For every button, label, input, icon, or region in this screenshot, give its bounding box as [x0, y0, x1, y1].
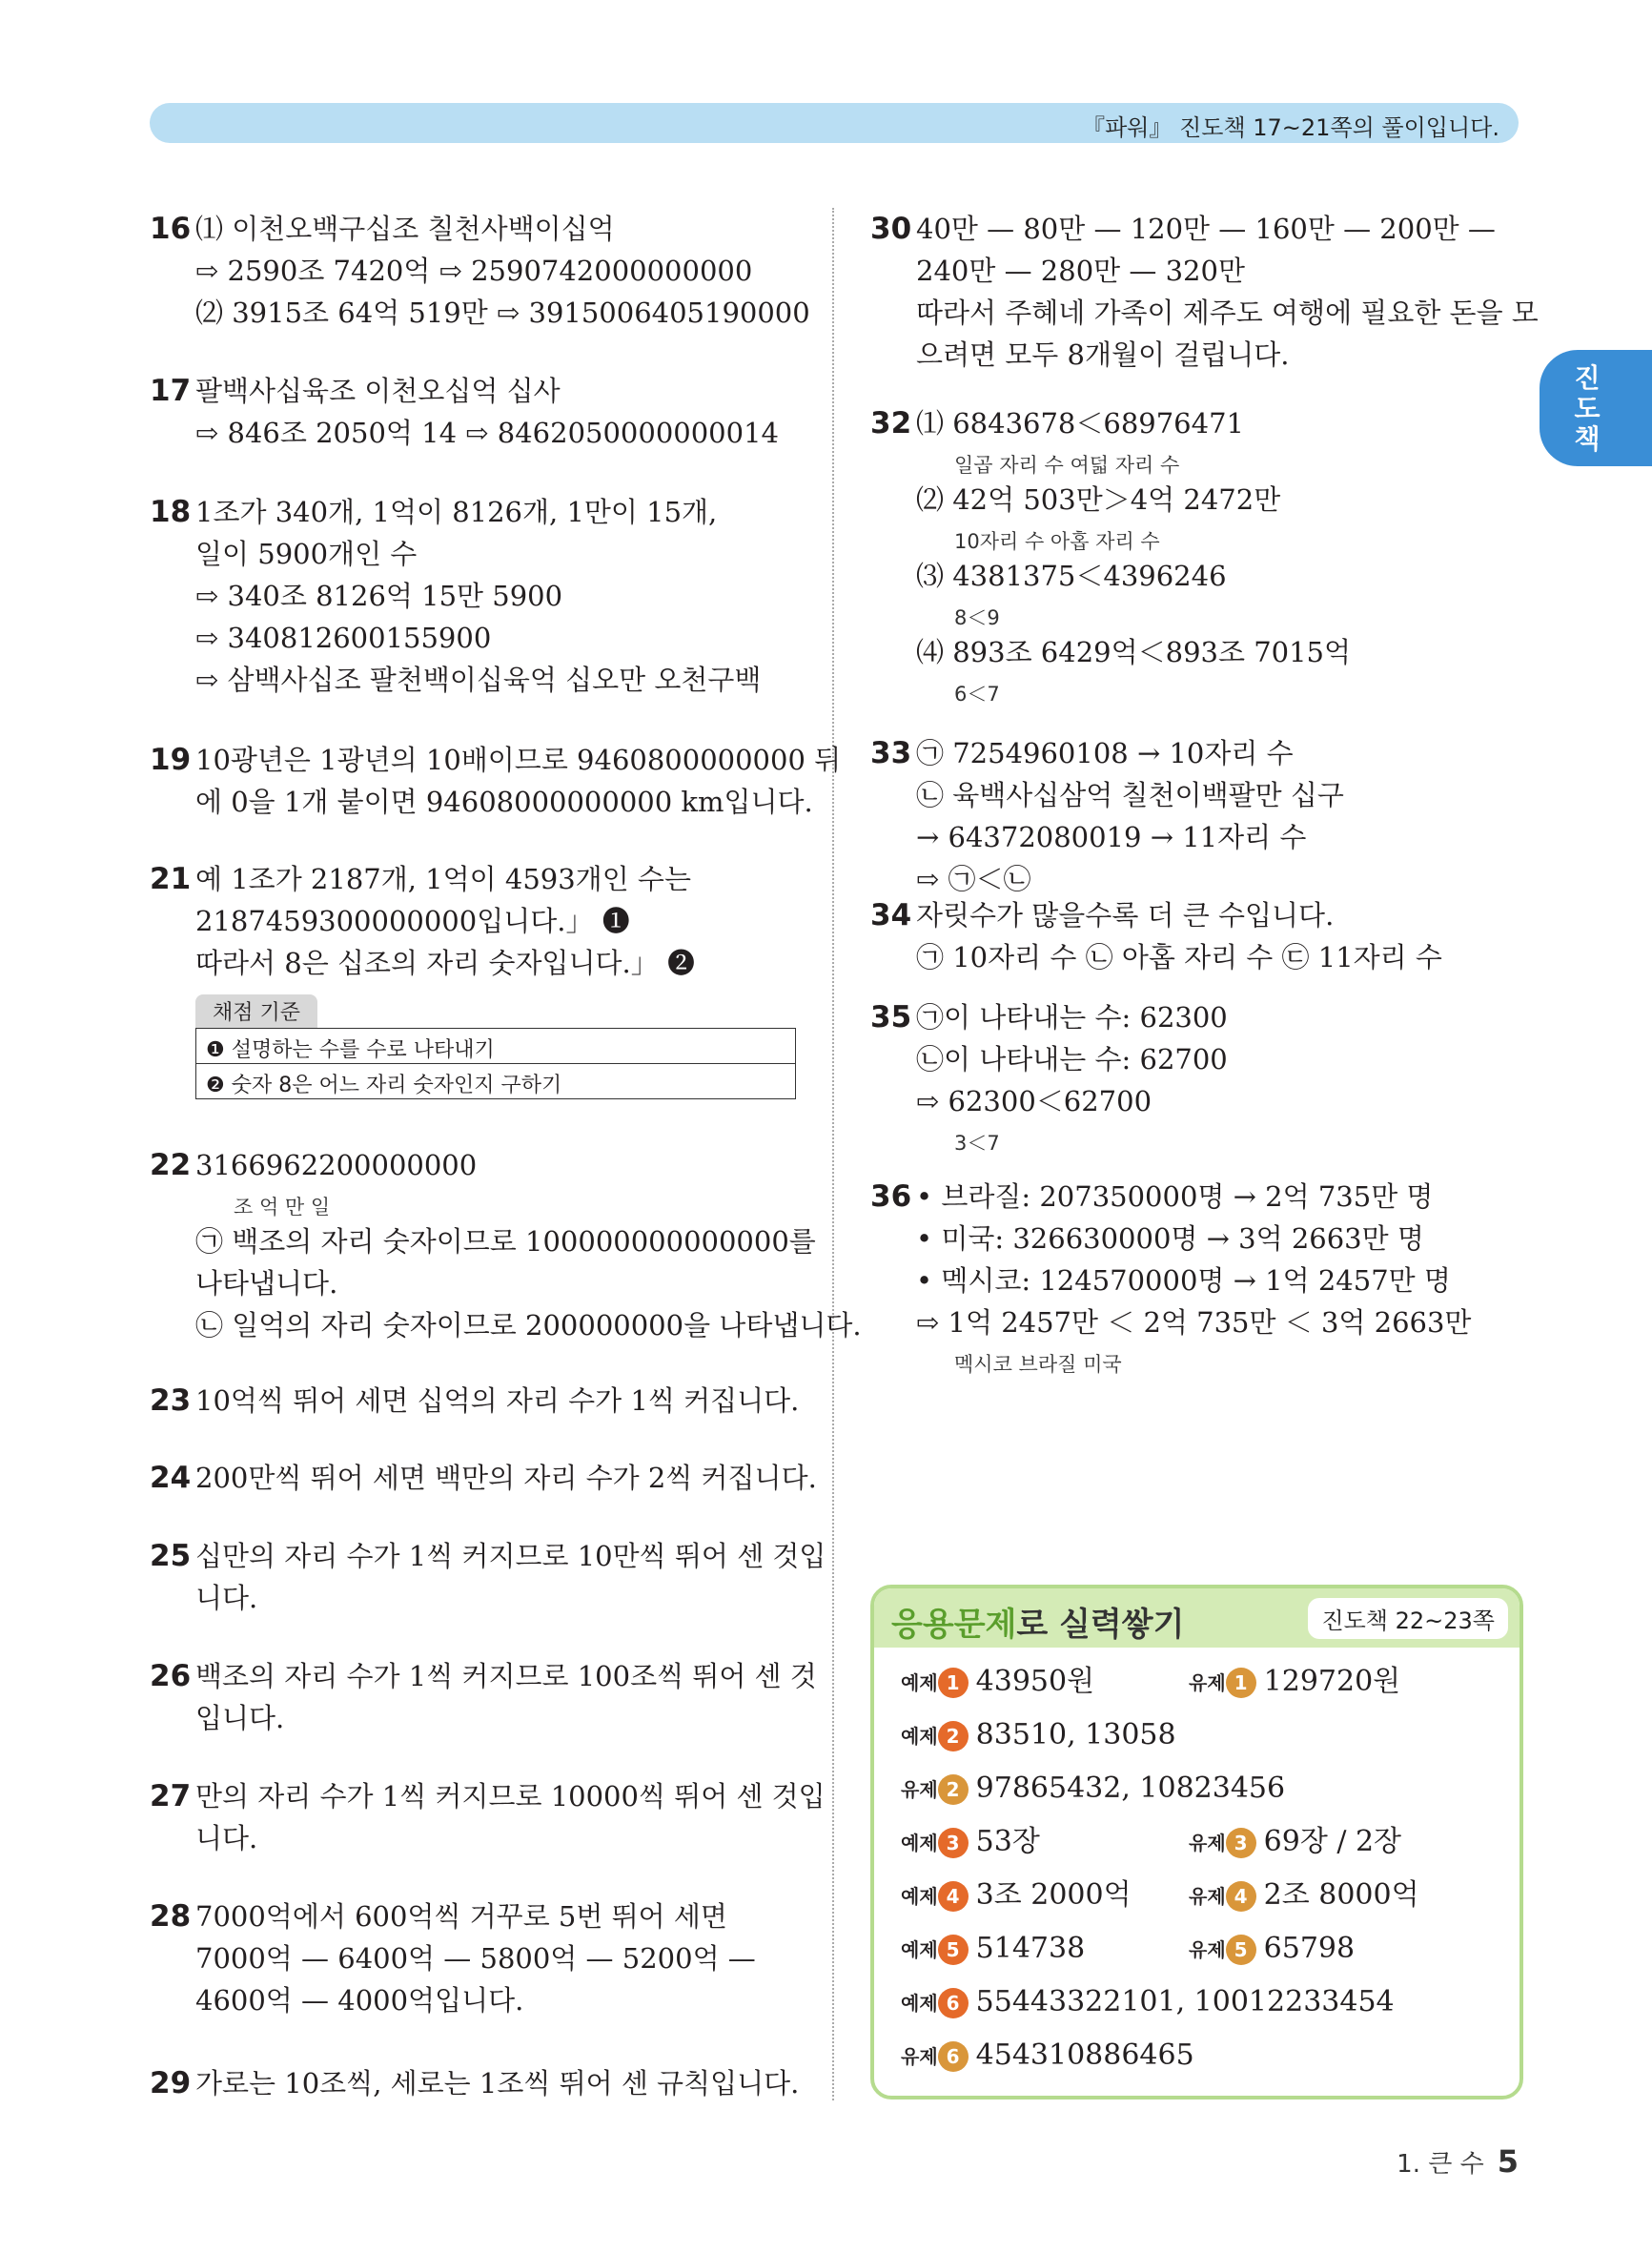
problem-number: 34 — [870, 898, 912, 932]
solution-line: 3＜7 — [954, 1132, 1000, 1155]
solution-line: 따라서 8은 십조의 자리 숫자입니다.」 ❷ — [195, 947, 695, 979]
solution-line: ⑶ 4381375＜4396246 — [916, 560, 1227, 592]
problem-number: 36 — [870, 1179, 912, 1214]
answer-type-label: 예제 — [901, 1832, 938, 1854]
answer-type-label: 유제 — [1189, 1671, 1226, 1694]
criteria-row: ❶ 설명하는 수를 수로 나타내기 — [195, 1028, 796, 1064]
answer-number-badge: 3 — [1226, 1828, 1256, 1858]
answer-value: 129720원 — [1263, 1665, 1401, 1698]
answer-number-badge: 4 — [938, 1881, 969, 1912]
answer-item — [901, 1930, 1085, 1969]
solution-line: ㉡ 일억의 자리 숫자이므로 200000000을 나타냅니다. — [195, 1309, 862, 1342]
answer-item — [901, 2037, 1194, 2076]
applied-problems-box — [870, 1585, 1523, 2099]
solution-line: ⇨ 1억 2457만 ＜ 2억 735만 ＜ 3억 2663만 — [916, 1306, 1472, 1339]
solution-line: 일곱 자리 수 여덟 자리 수 — [954, 454, 1180, 477]
solution-line: ㉡이 나타내는 수: 62700 — [916, 1043, 1228, 1075]
answer-type-label: 예제 — [901, 1671, 938, 1694]
answer-number-badge: 5 — [1226, 1935, 1256, 1965]
answer-type-label: 유제 — [1189, 1938, 1226, 1961]
problem-body — [195, 1380, 799, 1422]
solution-line: 10광년은 1광년의 10배이므로 9460800000000 뒤 — [195, 744, 842, 776]
solution-line: ⇨ 340812600155900 — [195, 622, 492, 654]
solution-line: 멕시코 브라질 미국 — [954, 1353, 1122, 1376]
problem-body — [195, 1655, 817, 1739]
problem-body — [195, 739, 841, 823]
solution-line: ㉠이 나타내는 수: 62300 — [916, 1001, 1228, 1034]
problem-number: 27 — [150, 1779, 192, 1813]
problem-body — [916, 208, 1539, 376]
answer-type-label: 유제 — [901, 2045, 938, 2068]
solution-line: 10억씩 뛰어 세면 십억의 자리 수가 1씩 커집니다. — [195, 1384, 800, 1417]
answer-item — [901, 1876, 1132, 1915]
page-number: 5 — [1497, 2143, 1519, 2180]
solution-line: ⑵ 3915조 64억 519만 ⇨ 3915006405190000 — [195, 297, 810, 329]
answer-item — [901, 1983, 1395, 2022]
solution-line: 나타냅니다. — [195, 1267, 338, 1300]
problem-number: 28 — [150, 1899, 192, 1934]
problem-number: 19 — [150, 743, 192, 777]
chapter-label: 1. 큰 수 — [1397, 2150, 1484, 2179]
answer-value: 514738 — [975, 1932, 1086, 1965]
problem-body — [916, 996, 1228, 1157]
header-text: 『파워』 진도책 17~21쪽의 풀이입니다. — [1082, 114, 1499, 141]
problem-body — [916, 1176, 1471, 1378]
answer-number-badge: 1 — [1226, 1668, 1256, 1698]
solution-line: 2187459300000000입니다.」 ❶ — [195, 905, 630, 937]
problem-number: 17 — [150, 374, 192, 408]
answer-value: 2조 8000억 — [1263, 1878, 1419, 1912]
solution-line: 조 억 만 일 — [234, 1196, 331, 1219]
problem-number: 24 — [150, 1461, 192, 1495]
problem-body — [195, 1895, 756, 2021]
solution-line: 7000억 — 6400억 — 5800억 — 5200억 — — [195, 1942, 756, 1975]
solution-line: 200만씩 뛰어 세면 백만의 자리 수가 2씩 커집니다. — [195, 1462, 817, 1494]
solution-line: 7000억에서 600억씩 거꾸로 5번 뛰어 세면 — [195, 1900, 727, 1933]
solution-line: ㉠ 7254960108 → 10자리 수 — [916, 737, 1294, 769]
problem-body — [195, 370, 779, 454]
answer-item — [901, 1823, 1040, 1862]
criteria-title: 채점 기준 — [195, 994, 317, 1028]
page-footer — [1397, 2143, 1519, 2180]
solution-line: 8＜9 — [954, 606, 1000, 629]
answer-value: 69장 / 2장 — [1263, 1825, 1402, 1858]
problem-number: 33 — [870, 736, 912, 770]
solution-line: 6＜7 — [954, 683, 1000, 706]
answer-number-badge: 6 — [938, 2041, 969, 2072]
answer-item — [901, 1770, 1285, 1809]
answer-value: 83510, 13058 — [975, 1718, 1176, 1751]
answer-value: 97865432, 10823456 — [975, 1772, 1286, 1805]
solution-line: ⇨ 삼백사십조 팔천백이십육억 십오만 오천구백 — [195, 664, 762, 696]
answer-type-label: 예제 — [901, 1992, 938, 2015]
problem-body — [916, 402, 1351, 707]
solution-line: 에 0을 1개 붙이면 94608000000000 km입니다. — [195, 786, 813, 818]
solution-line: 니다. — [195, 1582, 258, 1614]
problem-number: 22 — [150, 1148, 192, 1182]
solution-line: 240만 — 280만 — 320만 — [916, 255, 1245, 287]
answer-type-label: 유제 — [1189, 1832, 1226, 1854]
solution-line: ⑴ 6843678＜68976471 — [916, 407, 1244, 440]
solution-line: • 브라질: 207350000명 → 2억 735만 명 — [916, 1180, 1434, 1213]
solution-line: ㉠ 10자리 수 ㉡ 아홉 자리 수 ㉢ 11자리 수 — [916, 941, 1442, 973]
answer-type-label: 예제 — [901, 1938, 938, 1961]
problem-body — [195, 2062, 799, 2104]
solution-line: → 64372080019 → 11자리 수 — [916, 821, 1307, 853]
solution-line: ⇨ 340조 8126억 15만 5900 — [195, 580, 563, 612]
solution-line: 3166962200000000 — [195, 1149, 478, 1181]
problem-body — [916, 894, 1442, 978]
answer-type-label: 예제 — [901, 1885, 938, 1908]
solution-line: ⑴ 이천오백구십조 칠천사백이십억 — [195, 213, 615, 245]
solution-line: 1조가 340개, 1억이 8126개, 1만이 15개, — [195, 496, 718, 528]
answer-value: 53장 — [975, 1825, 1040, 1858]
problem-number: 23 — [150, 1383, 192, 1418]
solution-line: 팔백사십육조 이천오십억 십사 — [195, 375, 561, 407]
problem-body — [195, 491, 761, 701]
answer-item — [1189, 1663, 1400, 1702]
answer-item — [901, 1663, 1094, 1702]
answer-type-label: 유제 — [1189, 1885, 1226, 1908]
problem-number: 32 — [870, 406, 912, 440]
solution-line: 백조의 자리 수가 1씩 커지므로 100조씩 뛰어 센 것 — [195, 1660, 817, 1692]
solution-line: 만의 자리 수가 1씩 커지므로 10000씩 뛰어 센 것입 — [195, 1780, 826, 1813]
problem-body — [195, 1535, 826, 1619]
answer-number-badge: 1 — [938, 1668, 969, 1698]
answer-number-badge: 2 — [938, 1721, 969, 1751]
solution-line: 입니다. — [195, 1702, 285, 1734]
problem-body — [916, 732, 1344, 900]
answer-value: 3조 2000억 — [975, 1878, 1132, 1912]
problem-body — [195, 1144, 862, 1346]
answer-type-label: 유제 — [901, 1778, 938, 1801]
solution-line: ㉡ 육백사십삼억 칠천이백팔만 십구 — [916, 779, 1344, 811]
box-header — [874, 1588, 1519, 1648]
answer-number-badge: 5 — [938, 1935, 969, 1965]
side-tab — [1540, 350, 1652, 466]
side-tab-label: 진도책 — [1574, 362, 1601, 455]
problem-number: 29 — [150, 2066, 192, 2100]
answer-type-label: 예제 — [901, 1725, 938, 1748]
grading-criteria — [195, 994, 796, 1099]
solution-line: 40만 — 80만 — 120만 — 160만 — 200만 — — [916, 213, 1496, 245]
solution-line: ⇨ ㉠＜㉡ — [916, 863, 1031, 895]
answer-number-badge: 3 — [938, 1828, 969, 1858]
problem-number: 25 — [150, 1539, 192, 1573]
criteria-row: ❷ 숫자 8은 어느 자리 숫자인지 구하기 — [195, 1064, 796, 1099]
solution-line: ⇨ 846조 2050억 14 ⇨ 8462050000000014 — [195, 417, 779, 449]
solution-line: • 멕시코: 124570000명 → 1억 2457만 명 — [916, 1264, 1451, 1297]
problem-body — [195, 858, 695, 984]
answer-number-badge: 2 — [938, 1774, 969, 1805]
box-reference: 진도책 22~23쪽 — [1308, 1598, 1508, 1639]
solution-line: 자릿수가 많을수록 더 큰 수입니다. — [916, 899, 1335, 932]
problem-body — [195, 1457, 817, 1499]
box-title: 응용문제로 실력쌓기 — [891, 1606, 1185, 1644]
solution-line: 예 1조가 2187개, 1억이 4593개인 수는 — [195, 863, 691, 895]
problem-number: 21 — [150, 862, 192, 896]
problem-body — [195, 208, 810, 334]
answer-item — [1189, 1876, 1419, 1915]
solution-line: ⑷ 893조 6429억＜893조 7015억 — [916, 636, 1352, 668]
answer-value: 65798 — [1263, 1932, 1356, 1965]
solution-line: ⇨ 62300＜62700 — [916, 1085, 1152, 1117]
problem-number: 30 — [870, 212, 912, 246]
solution-line: 10자리 수 아홉 자리 수 — [954, 530, 1160, 553]
solution-line: • 미국: 326630000명 → 3억 2663만 명 — [916, 1222, 1424, 1255]
solution-line: 일이 5900개인 수 — [195, 538, 418, 570]
answer-item — [1189, 1823, 1401, 1862]
solution-line: ㉠ 백조의 자리 숫자이므로 100000000000000를 — [195, 1225, 816, 1258]
answer-item — [1189, 1930, 1355, 1969]
solution-line: 가로는 10조씩, 세로는 1조씩 뛰어 센 규칙입니다. — [195, 2067, 800, 2099]
solution-line: 니다. — [195, 1822, 258, 1854]
solution-line: 으려면 모두 8개월이 걸립니다. — [916, 338, 1290, 371]
answer-value: 55443322101, 10012233454 — [975, 1985, 1395, 2018]
header-bar — [150, 103, 1519, 143]
problem-body — [195, 1775, 826, 1859]
solution-line: ⑵ 42억 503만＞4억 2472만 — [916, 483, 1281, 516]
solution-line: 따라서 주혜네 가족이 제주도 여행에 필요한 돈을 모 — [916, 297, 1539, 329]
answer-value: 454310886465 — [975, 2038, 1194, 2072]
problem-number: 35 — [870, 1000, 912, 1034]
answer-value: 43950원 — [975, 1665, 1095, 1698]
problem-number: 18 — [150, 495, 192, 529]
answer-number-badge: 4 — [1226, 1881, 1256, 1912]
answer-item — [901, 1716, 1176, 1755]
problem-number: 26 — [150, 1659, 192, 1693]
answer-number-badge: 6 — [938, 1988, 969, 2018]
solution-line: 십만의 자리 수가 1씩 커지므로 10만씩 뛰어 센 것입 — [195, 1540, 826, 1572]
solution-line: 4600억 — 4000억입니다. — [195, 1984, 524, 2017]
solution-line: ⇨ 2590조 7420억 ⇨ 2590742000000000 — [195, 255, 753, 287]
problem-number: 16 — [150, 212, 192, 246]
